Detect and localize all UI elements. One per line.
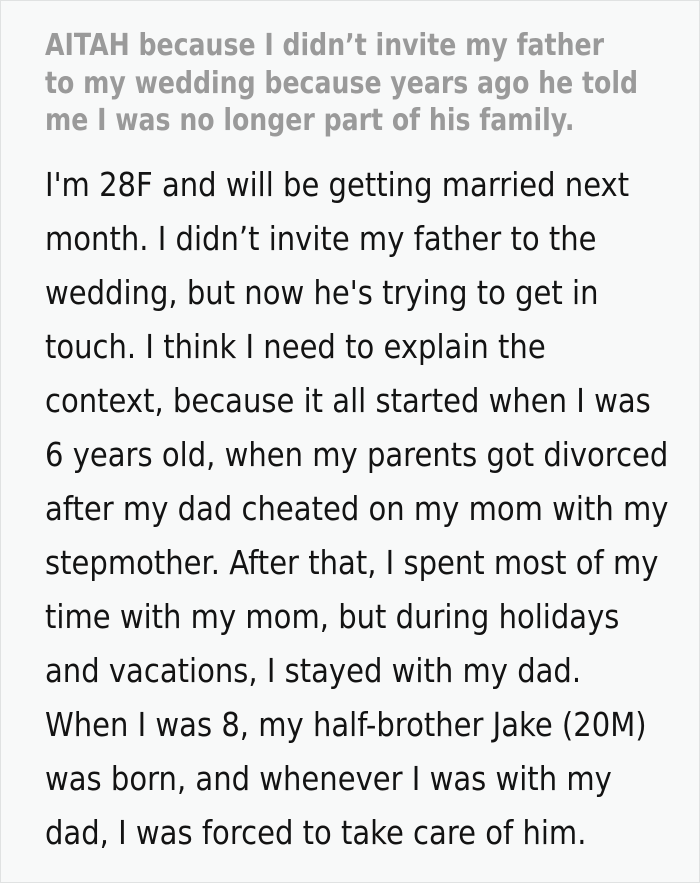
post-body-line: 6 years old, when my parents got divorced [45, 434, 669, 474]
post-title-line: AITAH because I didn’t invite my father [45, 28, 605, 63]
post-body-line: and vacations, I stayed with my dad. [45, 650, 582, 690]
post-body-line: context, because it all started when I was [45, 380, 651, 420]
post-body-line: When I was 8, my half-brother Jake (20M) [45, 704, 647, 744]
post-body-line: month. I didn’t invite my father to the [45, 218, 597, 258]
post-body-line: was born, and whenever I was with my [45, 758, 612, 798]
post-body [1, 158, 699, 860]
post-body-line: time with my mom, but during holidays [45, 596, 620, 636]
post-title-line: to my wedding because years ago he told [45, 65, 639, 101]
post-title [1, 1, 699, 140]
post-body-line: after my dad cheated on my mom with my [45, 488, 669, 528]
post-title-line: me I was no longer part of his family. [45, 103, 575, 138]
post-body-line: I'm 28F and will be getting married next [45, 164, 630, 204]
post-body-line: stepmother. After that, I spent most of my [45, 542, 659, 582]
post-body-line: touch. I think I need to explain the [45, 326, 546, 366]
post-body-line: dad, I was forced to take care of him. [45, 812, 587, 852]
post-body-line: wedding, but now he's trying to get in [45, 272, 599, 312]
